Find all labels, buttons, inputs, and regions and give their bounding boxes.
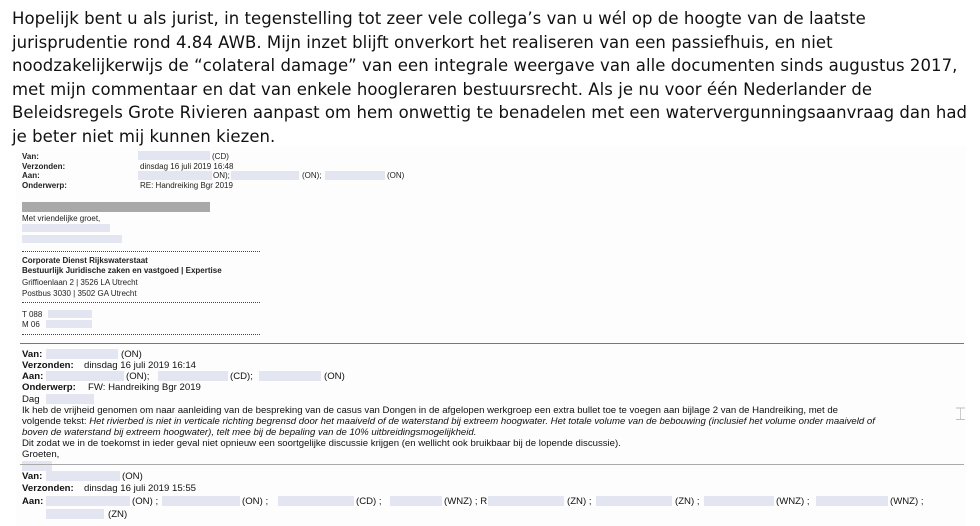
email1-phone-m: M 06 xyxy=(22,320,40,329)
email3-redaction-aan-6 xyxy=(596,496,672,506)
email2-redaction-aan-3 xyxy=(259,371,321,381)
email2-onderwerp-value: FW: Handreiking Bgr 2019 xyxy=(88,382,201,393)
email2-aan-value-1: (ON); xyxy=(126,371,150,382)
email3-redaction-aan-7 xyxy=(704,496,774,506)
email1-redaction-bar xyxy=(22,202,210,212)
email2-redaction-aan-2 xyxy=(158,371,228,381)
email2-aan-value-2: (CD); xyxy=(230,371,253,382)
email2-redaction-name xyxy=(46,394,94,404)
email-separator-2 xyxy=(20,464,964,465)
email3-aan-value-3: (CD) ; xyxy=(356,496,382,507)
email1-aan-label: Aan: xyxy=(22,171,40,180)
email3-aan-label: Aan: xyxy=(22,496,44,507)
email2-van-value: (ON) xyxy=(121,349,142,360)
email1-redaction-aan-1 xyxy=(138,171,212,180)
email3-aan-value-2: (ON) ; xyxy=(242,496,269,507)
email3-aan-value-5: (ZN) ; xyxy=(567,496,592,507)
email1-redaction-phone-t xyxy=(48,310,92,318)
email2-body-line2 xyxy=(22,416,875,427)
email2-aan-value-3: (ON) xyxy=(324,371,345,382)
email3-van-label: Van: xyxy=(22,471,43,482)
email1-org-line2: Bestuurlijk Juridische zaken en vastgoed | Expertise xyxy=(22,266,222,275)
email2-body-line1: Ik heb de vrijheid genomen om naar aanleiding van de bespreking van de casus van Dongen in de afgelopen werkgroep een extra bullet toe te voegen aan bijlage 2 van de Handreiking, met de xyxy=(22,405,839,416)
email3-redaction-aan-5 xyxy=(488,496,564,506)
email3-aan-value-4: (WNZ) ; R xyxy=(444,496,488,507)
email1-redaction-aan-3 xyxy=(325,171,385,180)
email2-redaction-van xyxy=(46,349,118,359)
email3-redaction-cc xyxy=(46,509,104,519)
email3-redaction-aan-2 xyxy=(162,496,240,506)
email2-redaction-aan-1 xyxy=(46,371,124,381)
email3-cc-value: (ZN) xyxy=(108,509,128,520)
email1-van-label: Van: xyxy=(22,152,39,161)
email1-phone-t: T 088 xyxy=(22,310,43,319)
email1-redaction-phone-m xyxy=(46,320,92,328)
email1-redaction-aan-2 xyxy=(231,171,299,180)
email3-redaction-aan-1 xyxy=(46,496,130,506)
email2-redaction-signature xyxy=(22,461,52,471)
email1-redaction-function xyxy=(22,235,122,243)
email2-onderwerp-label: Onderwerp: xyxy=(22,382,76,393)
scanned-email-image xyxy=(16,146,966,526)
email1-aan-value-2: (ON); xyxy=(302,171,322,180)
email1-greeting: Met vriendelijke groet, xyxy=(22,214,101,223)
email1-van-value: (CD) xyxy=(212,152,229,161)
email1-onderwerp-label: Onderwerp: xyxy=(22,181,67,190)
email3-aan-value-8: (WNZ) ; xyxy=(890,496,924,507)
email2-body-line4: Dit zodat we in de toekomst in ieder geval niet opnieuw een soortgelijke discussie krijgen (en wellicht ook bruikbaar bij de lopende discussie). xyxy=(22,438,621,449)
email1-divider-top xyxy=(22,251,260,252)
email1-onderwerp-value: RE: Handreiking Bgr 2019 xyxy=(140,181,233,190)
email2-verzonden-value: dinsdag 16 juli 2019 16:14 xyxy=(84,360,197,371)
email-separator-1 xyxy=(20,343,964,344)
email3-aan-value-1: (ON) ; xyxy=(132,496,159,507)
email3-van-value: (ON) xyxy=(122,471,143,482)
email2-van-label: Van: xyxy=(22,349,43,360)
email1-org-line1: Corporate Dienst Rijkswaterstaat xyxy=(22,256,148,265)
email2-salutation: Dag xyxy=(22,394,40,405)
email3-aan-value-6: (ZN) ; xyxy=(675,496,700,507)
email3-redaction-van xyxy=(46,471,120,481)
email2-body-line2-italic: Het rivierbed is niet in verticale richting begrensd door het maaiveld of de waterstand bij extreem hoogwater. Het totale volume van de bebouwing (inclusief het volume onder maaiveld of xyxy=(89,416,875,427)
email1-address1: Griffioenlaan 2 | 3526 LA Utrecht xyxy=(22,278,138,287)
email3-verzonden-value: dinsdag 16 juli 2019 15:55 xyxy=(84,483,197,494)
email1-verzonden-value: dinsdag 16 juli 2019 16:48 xyxy=(140,162,234,171)
email1-aan-value-1: ON); xyxy=(213,171,230,180)
email3-aan-value-7: (WNZ) ; xyxy=(776,496,810,507)
email1-aan-value-3: (ON) xyxy=(387,171,405,180)
text-cursor-icon: ⌶ xyxy=(955,404,966,425)
email1-verzonden-label: Verzonden: xyxy=(22,162,66,171)
email3-redaction-aan-3 xyxy=(278,496,354,506)
email2-closing: Groeten, xyxy=(22,449,60,460)
email1-divider-end xyxy=(22,334,260,335)
email3-verzonden-label: Verzonden: xyxy=(22,483,74,494)
email2-body-line3: boven de waterstand bij extreem hoogwater), telt mee bij de bepaling van de 10% uitbreidingsmogelijkheid. xyxy=(22,427,477,438)
email1-address2: Postbus 3030 | 3502 GA Utrecht xyxy=(22,289,137,298)
email3-redaction-aan-8 xyxy=(816,496,888,506)
email3-redaction-aan-4 xyxy=(390,496,442,506)
email1-redaction-sender xyxy=(22,224,110,232)
email2-verzonden-label: Verzonden: xyxy=(22,360,74,371)
email2-aan-label: Aan: xyxy=(22,371,44,382)
email1-divider-bottom xyxy=(22,302,260,303)
email2-body-line2-plain: volgende tekst: xyxy=(22,416,90,427)
email1-redaction-van xyxy=(138,151,210,160)
intro-paragraph: Hopelijk bent u als jurist, in tegenstelling tot zeer vele collega’s van u wél op de hoogte van de laatste jurisprudentie rond 4.84 AWB. Mijn inzet blijft onverkort het realiseren van een passiefhuis, en niet noodzakelijkerwijs de “colateral damage” van een integrale weergave van alle documenten sinds augustus 2017, met mijn commentaar en dat van enkele hoogleraren bestuursrecht. Als je nu voor één Nederlander de Beleidsregels Grote Rivieren aanpast om hem onwettig te benadelen met een watervergunningsaanvraag dan had je beter niet mij kunnen kiezen. xyxy=(12,9,968,146)
